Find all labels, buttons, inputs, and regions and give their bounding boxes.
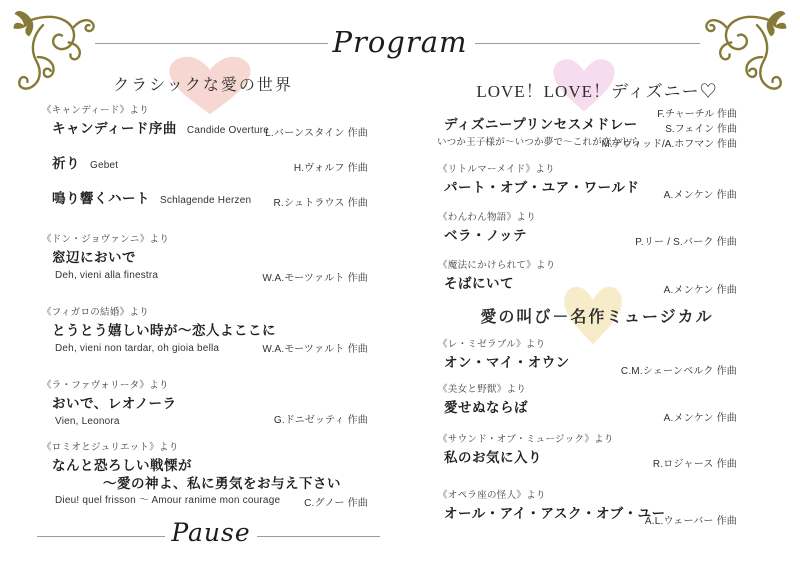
left-column (38, 0, 368, 569)
piece-title: 祈り (52, 156, 80, 171)
piece-title-continuation: ～愛の神よ、私に勇気をお与え下さい (103, 476, 341, 491)
piece-composer: W.A.モーツァルト 作曲 (262, 273, 368, 284)
program-piece (38, 306, 368, 355)
program-piece (437, 383, 737, 424)
piece-composer: C.グノー 作曲 (304, 498, 368, 509)
piece-subtitle: Deh, vieni non tardar, oh gioia bella (55, 343, 220, 354)
right-column (437, 0, 737, 569)
piece-title: オン・マイ・オウン (444, 355, 570, 370)
piece-title: なんと恐ろしい戦慄が (52, 458, 192, 473)
piece-composer: C.M.シェーンベルク 作曲 (620, 366, 737, 377)
section-header-musical: 愛の叫び－名作ミュージカル (480, 309, 714, 326)
piece-composer: A.メンケン 作曲 (663, 285, 737, 296)
piece-source: 《ドン・ジョヴァンニ》より (42, 234, 170, 245)
piece-subtitle: Dieu! quel frisson ～ Amour ranime mon courage (55, 495, 281, 506)
piece-title: ベラ・ノッテ (444, 228, 528, 243)
piece-title: とうとう嬉しい時が～恋人よここに (52, 323, 276, 338)
piece-title-latin: Gebet (90, 160, 119, 171)
piece-title: ディズニープリンセスメドレー (444, 117, 638, 132)
section-header-disney: LOVE！LOVE！ディズニー♡ (476, 82, 718, 101)
piece-title: パート・オブ・ユア・ワールド (444, 180, 640, 195)
piece-title-latin: Schlagende Herzen (160, 195, 252, 206)
piece-source: 《わんわん物語》より (438, 212, 537, 223)
piece-source: 《ラ・ファヴォリータ》より (42, 380, 169, 391)
piece-source: 《魔法にかけられて》より (438, 260, 556, 271)
piece-source: 《キャンディード》より (42, 105, 150, 116)
program-piece (38, 104, 368, 140)
program-piece (437, 163, 737, 201)
program-piece (38, 379, 368, 428)
piece-title-latin: Candide Overture (186, 125, 270, 136)
piece-title: 愛せぬならば (444, 400, 528, 415)
piece-title: キャンディード序曲 (52, 121, 177, 136)
piece-title: 私のお気に入り (444, 450, 542, 465)
program-piece (437, 211, 737, 248)
pause-rule-right (257, 536, 380, 537)
program-piece (38, 190, 368, 210)
piece-composer: P.リー / S.バーク 作曲 (635, 237, 737, 248)
piece-composer: H.ヴォルフ 作曲 (293, 163, 368, 174)
piece-title: オール・アイ・アスク・オブ・ユー (444, 506, 666, 521)
section-header-classic: クラシックな愛の世界 (113, 77, 293, 94)
piece-title: そばにいて (444, 276, 514, 291)
piece-composer: R.シュトラウス 作曲 (273, 198, 368, 209)
piece-composer: L.バーンスタイン 作曲 (265, 128, 368, 139)
piece-source: 《ロミオとジュリエット》より (42, 442, 179, 453)
piece-composers (601, 107, 737, 152)
piece-subtitle: いつか王子様が～いつか夢で～これが恋かしら (437, 137, 641, 148)
piece-source: 《リトルマーメイド》より (438, 164, 555, 175)
piece-source: 《美女と野獣》より (438, 384, 527, 395)
piece-composer: G.ドニゼッティ 作曲 (273, 415, 368, 426)
pause-label: Pause (171, 518, 251, 547)
program-piece (437, 489, 737, 527)
page-title: Program (332, 25, 468, 59)
pause-rule-left (37, 536, 165, 537)
program-piece (437, 338, 737, 377)
piece-composer: F.チャーチル 作曲 (657, 109, 737, 120)
piece-title: 窓辺においで (52, 250, 136, 265)
piece-composer: R.ロジャース 作曲 (652, 459, 737, 470)
piece-composer: M.デヴィッド/A.ホフマン 作曲 (601, 139, 737, 150)
piece-composer: A.メンケン 作曲 (663, 413, 737, 424)
program-piece (437, 259, 737, 296)
piece-source: 《オペラ座の怪人》より (438, 490, 546, 501)
program-piece (38, 441, 368, 507)
piece-composer: S.フェイン 作曲 (665, 124, 737, 135)
program-piece (437, 433, 737, 470)
piece-composer: A.メンケン 作曲 (663, 190, 737, 201)
piece-source: 《サウンド・オブ・ミュージック》より (438, 434, 614, 445)
piece-subtitle: Vien, Leonora (55, 416, 120, 427)
program-piece (38, 233, 368, 282)
program-piece (38, 155, 368, 175)
piece-title: 鳴り響くハート (52, 191, 150, 206)
piece-subtitle: Deh, vieni alla finestra (55, 270, 159, 281)
piece-source: 《フィガロの結婚》より (42, 307, 150, 318)
piece-composer: A.L.ウェーバー 作曲 (644, 516, 737, 527)
piece-composer: W.A.モーツァルト 作曲 (262, 344, 368, 355)
piece-source: 《レ・ミゼラブル》より (438, 339, 546, 350)
piece-title: おいで、レオノーラ (52, 396, 177, 411)
program-piece (437, 106, 737, 149)
